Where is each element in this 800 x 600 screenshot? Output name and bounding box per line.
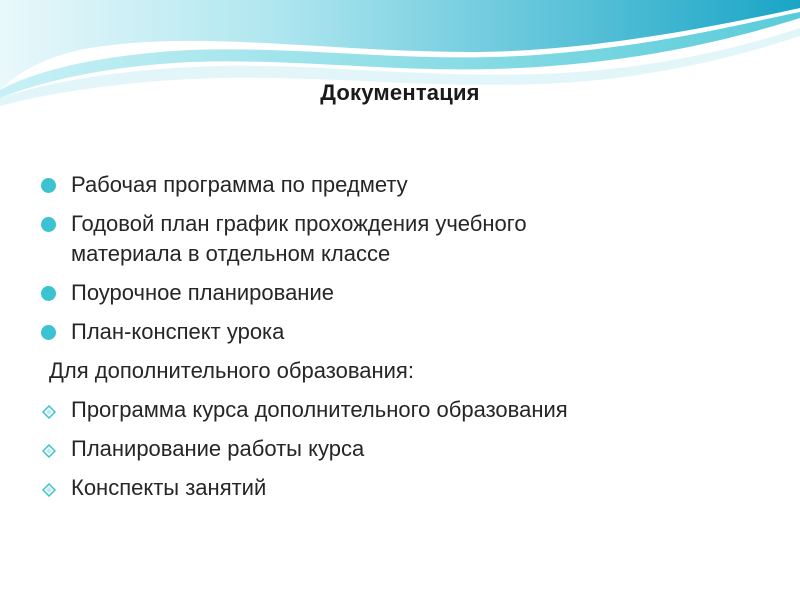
list-item-text: Программа курса дополнительного образования (71, 397, 568, 422)
subheading: Для дополнительного образования: (49, 358, 414, 383)
diamond-outline-icon (42, 405, 56, 419)
diamond-outline-icon (42, 444, 56, 458)
list-item (40, 473, 760, 503)
round-dot-icon (41, 217, 56, 232)
list-item-text: Конспекты занятий (71, 475, 267, 500)
slide-content (40, 170, 760, 503)
round-dot-icon (41, 325, 56, 340)
round-dot-icon (41, 178, 56, 193)
list-item (40, 209, 760, 269)
list-item-text-line1: Годовой план график прохождения учебного (71, 211, 527, 236)
list-item-text: Рабочая программа по предмету (71, 172, 408, 197)
list-item-text: Поурочное планирование (71, 280, 334, 305)
list-item (40, 395, 760, 425)
list-item-text: Планирование работы курса (71, 436, 365, 461)
list-item-text: План-конспект урока (71, 319, 285, 344)
list-item-text-line2: материала в отдельном классе (71, 241, 391, 266)
list-item (40, 278, 760, 308)
list-item (40, 317, 760, 347)
list-item (40, 434, 760, 464)
diamond-outline-icon (42, 483, 56, 497)
list-item (40, 170, 760, 200)
slide-title: Документация (320, 80, 480, 105)
round-dot-icon (41, 286, 56, 301)
